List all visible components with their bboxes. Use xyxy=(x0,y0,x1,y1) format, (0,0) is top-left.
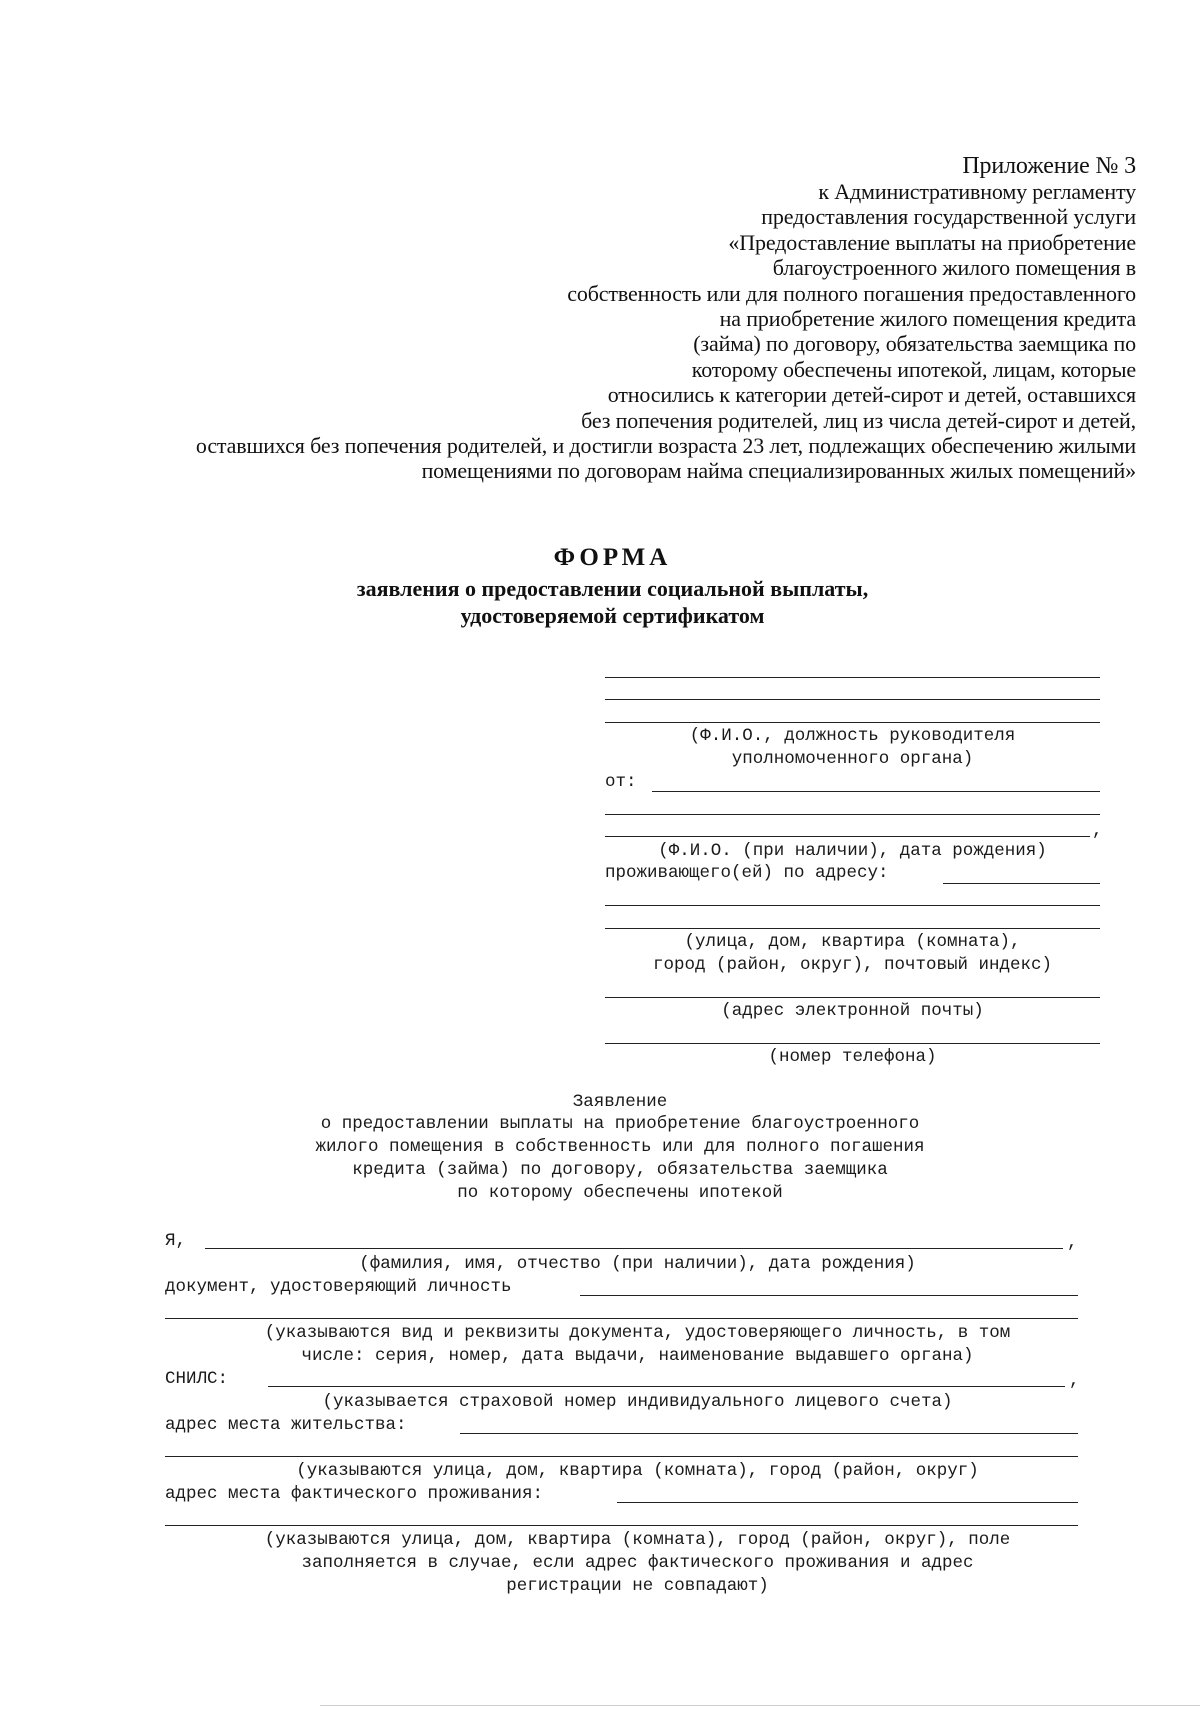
form-title: ФОРМА xyxy=(553,544,672,571)
fio-comma: , xyxy=(1067,1233,1078,1253)
residing-label: проживающего(ей) по адресу: xyxy=(605,863,889,883)
address-caption-line2: город (район, округ), почтовый индекс) xyxy=(652,955,1053,975)
phone-caption: (номер телефона) xyxy=(768,1047,937,1067)
residing-line-2[interactable] xyxy=(605,905,1100,906)
snils-label: СНИЛС: xyxy=(165,1369,229,1389)
appendix-line: относились к категории детей-сирот и детей, оставшихся xyxy=(607,382,1136,408)
actual-address-label: адрес места фактического проживания: xyxy=(165,1484,544,1504)
fio-caption: (фамилия, имя, отчество (при наличии), дата рождения) xyxy=(359,1254,916,1274)
head-caption-line1: (Ф.И.О., должность руководителя xyxy=(689,726,1016,746)
form-subtitle-line1: заявления о предоставлении социальной выплаты, xyxy=(356,576,869,601)
fio-line[interactable] xyxy=(205,1248,1063,1249)
actual-address-line-2[interactable] xyxy=(165,1525,1078,1526)
appendix-line: (займа) по договору, обязательства заемщика по xyxy=(693,331,1136,357)
from-comma: , xyxy=(1092,821,1103,841)
appendix-header xyxy=(96,151,1136,484)
id-document-label: документ, удостоверяющий личность xyxy=(165,1277,512,1297)
phone-line[interactable] xyxy=(605,1043,1100,1044)
email-line[interactable] xyxy=(605,997,1100,998)
scan-edge-line xyxy=(320,1705,1200,1706)
appendix-number: Приложение № 3 xyxy=(962,153,1136,179)
residence-label: адрес места жительства: xyxy=(165,1415,407,1435)
i-label: Я, xyxy=(165,1231,187,1251)
from-line-2[interactable] xyxy=(605,814,1100,815)
id-document-caption-line1: (указываются вид и реквизиты документа, удостоверяющего личность, в том xyxy=(264,1323,1011,1343)
from-label: от: xyxy=(605,772,637,792)
head-name-line-2[interactable] xyxy=(605,699,1100,700)
from-line-1[interactable] xyxy=(652,791,1100,792)
actual-address-line-1[interactable] xyxy=(617,1502,1078,1503)
appendix-reference-lines xyxy=(96,179,1136,484)
email-caption: (адрес электронной почты) xyxy=(721,1001,984,1021)
actual-address-caption-line2: заполняется в случае, если адрес фактического проживания и адрес xyxy=(301,1553,974,1573)
appendix-line: на приобретение жилого помещения кредита xyxy=(719,306,1136,332)
residing-line-1[interactable] xyxy=(943,883,1100,884)
appendix-line: без попечения родителей, лиц из числа детей-сирот и детей, xyxy=(581,407,1136,433)
head-name-line-3[interactable] xyxy=(605,722,1100,723)
actual-address-caption-line3: регистрации не совпадают) xyxy=(506,1576,769,1596)
address-caption-line1: (улица, дом, квартира (комната), xyxy=(684,932,1021,952)
snils-caption: (указывается страховой номер индивидуального лицевого счета) xyxy=(322,1392,953,1412)
statement-subtitle-line: жилого помещения в собственность или для полного погашения xyxy=(315,1137,925,1157)
residence-caption: (указываются улица, дом, квартира (комната), город (район, округ) xyxy=(296,1461,979,1481)
statement-subtitle-line: по которому обеспечены ипотекой xyxy=(457,1183,783,1203)
head-caption-line2: уполномоченного органа) xyxy=(731,749,974,769)
statement-subtitle-line: о предоставлении выплаты на приобретение благоустроенного xyxy=(320,1114,920,1134)
snils-comma: , xyxy=(1069,1371,1080,1391)
appendix-line: собственность или для полного погашения предоставленного xyxy=(567,280,1136,306)
appendix-line: благоустроенного жилого помещения в xyxy=(772,255,1136,281)
from-line-3[interactable] xyxy=(605,836,1090,837)
residence-line-1[interactable] xyxy=(460,1433,1078,1434)
appendix-line: к Административному регламенту xyxy=(818,179,1136,204)
snils-line[interactable] xyxy=(268,1386,1065,1387)
id-document-line-1[interactable] xyxy=(580,1295,1078,1296)
form-subtitle-line2: удостоверяемой сертификатом xyxy=(460,603,765,628)
appendix-line: предоставления государственной услуги xyxy=(761,204,1136,230)
appendix-line: помещениями по договорам найма специализированных жилых помещений» xyxy=(421,458,1136,484)
appendix-line: которому обеспечены ипотекой, лицам, которые xyxy=(691,356,1136,382)
id-document-line-2[interactable] xyxy=(165,1318,1078,1319)
id-document-caption-line2: числе: серия, номер, дата выдачи, наименование выдавшего органа) xyxy=(301,1346,974,1366)
residing-line-3[interactable] xyxy=(605,928,1100,929)
appendix-line: оставшихся без попечения родителей, и достигли возраста 23 лет, подлежащих обеспечению жилыми xyxy=(195,433,1136,459)
appendix-line: «Предоставление выплаты на приобретение xyxy=(728,229,1136,255)
statement-subtitle-line: кредита (займа) по договору, обязательства заемщика xyxy=(352,1160,888,1180)
applicant-caption: (Ф.И.О. (при наличии), дата рождения) xyxy=(658,841,1047,861)
head-name-line-1[interactable] xyxy=(605,677,1100,678)
actual-address-caption-line1: (указываются улица, дом, квартира (комната), город (район, округ), поле xyxy=(264,1530,1011,1550)
statement-title: Заявление xyxy=(572,1092,668,1112)
residence-line-2[interactable] xyxy=(165,1456,1078,1457)
